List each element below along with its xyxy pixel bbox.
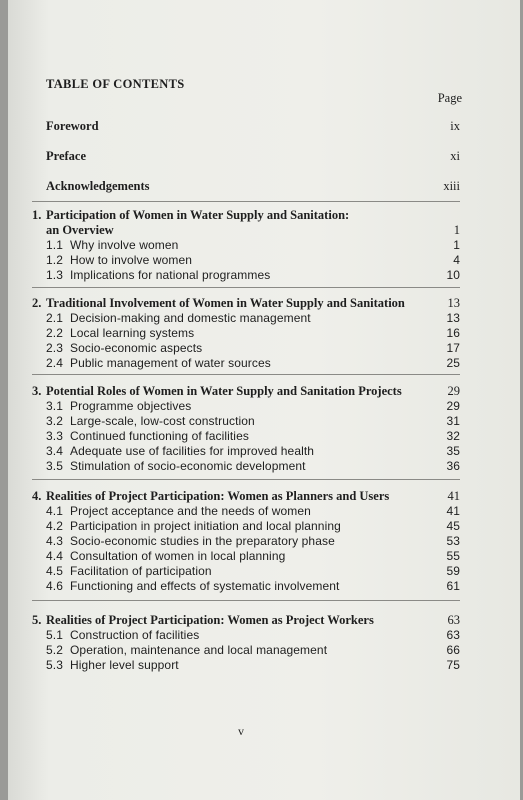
divider [32, 287, 460, 288]
section-page: 31 [446, 414, 460, 428]
section-page: 16 [446, 326, 460, 340]
page-column-header: Page [437, 91, 462, 105]
section-entry [32, 268, 460, 283]
section-page: 35 [446, 444, 460, 458]
section-number: 1.3 [46, 268, 63, 282]
chapter-title-text: Potential Roles of Women in Water Supply and Sanitation Projects [46, 384, 402, 398]
toc-entry-foreword [46, 119, 460, 134]
section-label: Functioning and effects of systematic involvement [70, 579, 340, 593]
section-entry [32, 444, 460, 459]
section-number: 3.5 [46, 459, 63, 473]
section-number: 4.4 [46, 549, 63, 563]
section-entry [32, 579, 460, 594]
entry-label: Acknowledgements [46, 179, 150, 193]
section-label: Consultation of women in local planning [70, 549, 286, 563]
section-number: 4.3 [46, 534, 63, 548]
section-entry [32, 326, 460, 341]
section-page: 59 [446, 564, 460, 578]
section-label: Public management of water sources [70, 356, 271, 370]
chapter-title [32, 489, 460, 504]
chapter-number: 1. [32, 208, 42, 222]
section-entry [32, 658, 460, 673]
page-title: TABLE OF CONTENTS [46, 77, 185, 91]
section-page: 17 [446, 341, 460, 355]
section-entry [32, 643, 460, 658]
entry-page: ix [450, 119, 460, 133]
section-entry [32, 459, 460, 474]
section-entry [32, 504, 460, 519]
chapter-title-text: Traditional Involvement of Women in Water Supply and Sanitation [46, 296, 405, 310]
chapter-title [32, 384, 460, 399]
section-page: 45 [446, 519, 460, 533]
chapter-page: 63 [447, 613, 460, 627]
chapter-page: 13 [447, 296, 460, 310]
section-page: 1 [453, 238, 460, 252]
chapter-title-cont-text: an Overview [46, 223, 114, 237]
document-page [8, 0, 520, 800]
chapter-title-text: Realities of Project Participation: Women as Project Workers [46, 613, 374, 627]
section-page: 36 [446, 459, 460, 473]
chapter-page: 29 [447, 384, 460, 398]
divider [32, 479, 460, 480]
section-label: Continued functioning of facilities [70, 429, 249, 443]
section-label: Local learning systems [70, 326, 195, 340]
toc-entry-preface [46, 149, 460, 164]
section-number: 3.2 [46, 414, 63, 428]
section-entry [32, 549, 460, 564]
section-page: 53 [446, 534, 460, 548]
section-page: 4 [453, 253, 460, 267]
section-label: Socio-economic studies in the preparatory phase [70, 534, 335, 548]
section-entry [32, 564, 460, 579]
section-label: Socio-economic aspects [70, 341, 203, 355]
section-number: 3.3 [46, 429, 63, 443]
section-entry [32, 356, 460, 371]
divider [32, 600, 460, 601]
entry-page: xi [450, 149, 460, 163]
section-number: 2.3 [46, 341, 63, 355]
section-page: 75 [446, 658, 460, 672]
divider [32, 374, 460, 375]
chapter-page: 41 [447, 489, 460, 503]
section-number: 5.1 [46, 628, 63, 642]
chapter-3 [32, 384, 460, 474]
section-number: 4.1 [46, 504, 63, 518]
section-label: Implications for national programmes [70, 268, 271, 282]
chapter-title [32, 613, 460, 628]
section-page: 29 [446, 399, 460, 413]
section-label: Construction of facilities [70, 628, 200, 642]
section-label: Participation in project initiation and local planning [70, 519, 341, 533]
section-label: Programme objectives [70, 399, 192, 413]
section-number: 2.2 [46, 326, 63, 340]
section-entry [32, 519, 460, 534]
chapter-number: 2. [32, 296, 42, 310]
section-entry [32, 238, 460, 253]
section-number: 3.1 [46, 399, 63, 413]
section-page: 32 [446, 429, 460, 443]
section-entry [32, 414, 460, 429]
section-number: 3.4 [46, 444, 63, 458]
section-number: 1.1 [46, 238, 63, 252]
chapter-number: 4. [32, 489, 42, 503]
entry-page: xiii [443, 179, 460, 193]
section-entry [32, 399, 460, 414]
chapter-2 [32, 296, 460, 371]
section-number: 4.2 [46, 519, 63, 533]
chapter-1 [32, 208, 460, 283]
chapter-title-text: Participation of Women in Water Supply and Sanitation: [46, 208, 350, 222]
section-number: 2.1 [46, 311, 63, 325]
chapter-title [32, 208, 460, 223]
section-number: 5.3 [46, 658, 63, 672]
section-label: Operation, maintenance and local management [70, 643, 328, 657]
section-number: 4.6 [46, 579, 63, 593]
chapter-title-continued [32, 223, 460, 238]
section-label: Facilitation of participation [70, 564, 212, 578]
section-label: Project acceptance and the needs of women [70, 504, 311, 518]
chapter-5 [32, 613, 460, 673]
chapter-title-text: Realities of Project Participation: Women as Planners and Users [46, 489, 390, 503]
section-number: 4.5 [46, 564, 63, 578]
section-number: 1.2 [46, 253, 63, 267]
toc-entry-acknowledgements [46, 179, 460, 194]
section-number: 5.2 [46, 643, 63, 657]
section-page: 63 [446, 628, 460, 642]
section-entry [32, 429, 460, 444]
section-number: 2.4 [46, 356, 63, 370]
section-page: 41 [446, 504, 460, 518]
section-page: 13 [446, 311, 460, 325]
section-entry [32, 311, 460, 326]
page-number: v [238, 724, 244, 738]
chapter-title [32, 296, 460, 311]
section-label: Adequate use of facilities for improved health [70, 444, 315, 458]
section-page: 25 [446, 356, 460, 370]
section-entry [32, 628, 460, 643]
section-page: 66 [446, 643, 460, 657]
entry-label: Preface [46, 149, 87, 163]
section-label: Higher level support [70, 658, 179, 672]
section-entry [32, 253, 460, 268]
divider [32, 201, 460, 202]
chapter-number: 3. [32, 384, 42, 398]
section-entry [32, 534, 460, 549]
chapter-number: 5. [32, 613, 42, 627]
section-page: 10 [446, 268, 460, 282]
chapter-4 [32, 489, 460, 594]
section-label: Large-scale, low-cost construction [70, 414, 255, 428]
chapter-page: 1 [453, 223, 460, 237]
section-label: Why involve women [70, 238, 179, 252]
section-entry [32, 341, 460, 356]
section-page: 55 [446, 549, 460, 563]
entry-label: Foreword [46, 119, 99, 133]
section-label: Decision-making and domestic management [70, 311, 311, 325]
section-page: 61 [446, 579, 460, 593]
section-label: Stimulation of socio-economic development [70, 459, 306, 473]
section-label: How to involve women [70, 253, 193, 267]
